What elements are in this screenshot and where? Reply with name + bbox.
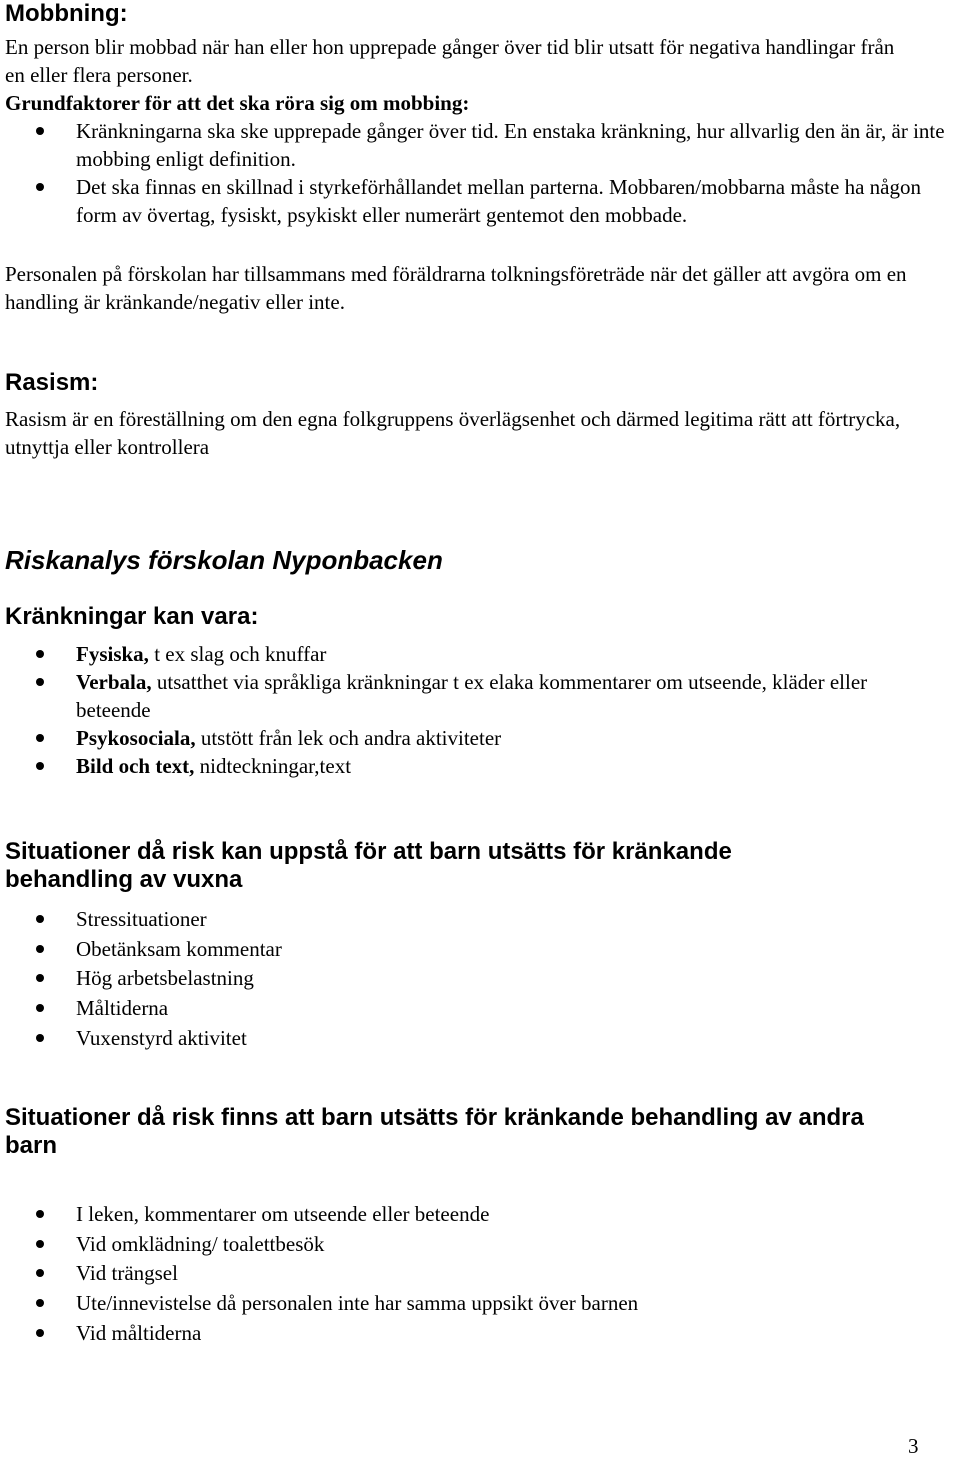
list-item: Vuxenstyrd aktivitet — [0, 1024, 930, 1054]
bullet-icon — [36, 762, 44, 770]
bullet-icon — [36, 1329, 44, 1337]
riskanalys-title: Riskanalys förskolan Nyponbacken — [5, 545, 443, 575]
barn-list — [0, 1200, 930, 1349]
krankningar-heading: Kränkningar kan vara: — [5, 603, 259, 630]
list-item: Verbala, utsatthet via språkliga kränkningar t ex elaka kommentarer om utseende, kläder eller beteende — [0, 668, 930, 724]
mobbing-definition: En person blir mobbad när han eller hon upprepade gånger över tid blir utsatt för negativa handlingar från en eller flera personer. — [5, 35, 895, 87]
bullet-icon — [36, 678, 44, 686]
personal-paragraph: Personalen på förskolan har tillsammans med föräldrarna tolkningsföreträde när det gäller att avgöra om en handling är kränkande/negativ eller inte. — [5, 262, 907, 314]
bullet-icon — [36, 734, 44, 742]
rasism-paragraph: Rasism är en föreställning om den egna folkgruppens överlägsenhet och därmed legitima rätt att förtrycka, utnyttja eller kontrollera — [5, 407, 901, 459]
list-item: Bild och text, nidteckningar,text — [0, 752, 930, 780]
bullet-icon — [36, 650, 44, 658]
rasism-heading: Rasism: — [5, 369, 99, 396]
bullet-icon — [36, 974, 44, 982]
list-item: Det ska finnas en skillnad i styrkeförhållandet mellan parterna. Mobbaren/mobbarna måste ha någon form av övertag, fysiskt, psykiskt eller numerärt gentemot den mobbade. — [0, 173, 960, 229]
bullet-icon — [36, 1269, 44, 1277]
bullet-icon — [36, 1034, 44, 1042]
krankningar-list — [0, 640, 930, 780]
list-item: Vid måltiderna — [0, 1319, 930, 1349]
list-item: Vid trängsel — [0, 1259, 930, 1289]
mobbing-heading: Mobbning: — [5, 0, 128, 27]
list-item: Psykosociala, utstött från lek och andra aktiviteter — [0, 724, 930, 752]
bullet-icon — [36, 945, 44, 953]
list-item: Fysiska, t ex slag och knuffar — [0, 640, 930, 668]
grundfaktorer-list — [0, 117, 960, 229]
page-number: 3 — [908, 1434, 919, 1458]
list-item: Vid omklädning/ toalettbesök — [0, 1230, 930, 1260]
list-item: Måltiderna — [0, 994, 930, 1024]
bullet-icon — [36, 915, 44, 923]
bullet-icon — [36, 1299, 44, 1307]
list-item: I leken, kommentarer om utseende eller beteende — [0, 1200, 930, 1230]
list-item: Hög arbetsbelastning — [0, 964, 930, 994]
vuxna-list — [0, 905, 930, 1054]
grundfaktorer-heading: Grundfaktorer för att det ska röra sig om mobbing: — [5, 91, 470, 115]
bullet-icon — [36, 183, 44, 191]
list-item: Obetänksam kommentar — [0, 935, 930, 965]
bullet-icon — [36, 127, 44, 135]
bullet-icon — [36, 1210, 44, 1218]
bullet-icon — [36, 1004, 44, 1012]
bullet-icon — [36, 1240, 44, 1248]
list-item: Kränkningarna ska ske upprepade gånger över tid. En enstaka kränkning, hur allvarlig den än är, är inte mobbing enligt definition. — [0, 117, 960, 173]
list-item: Ute/innevistelse då personalen inte har samma uppsikt över barnen — [0, 1289, 930, 1319]
barn-heading: Situationer då risk finns att barn utsätts för kränkande behandling av andra barn — [5, 1104, 864, 1159]
vuxna-heading: Situationer då risk kan uppstå för att barn utsätts för kränkande behandling av vuxna — [5, 838, 732, 893]
list-item: Stressituationer — [0, 905, 930, 935]
